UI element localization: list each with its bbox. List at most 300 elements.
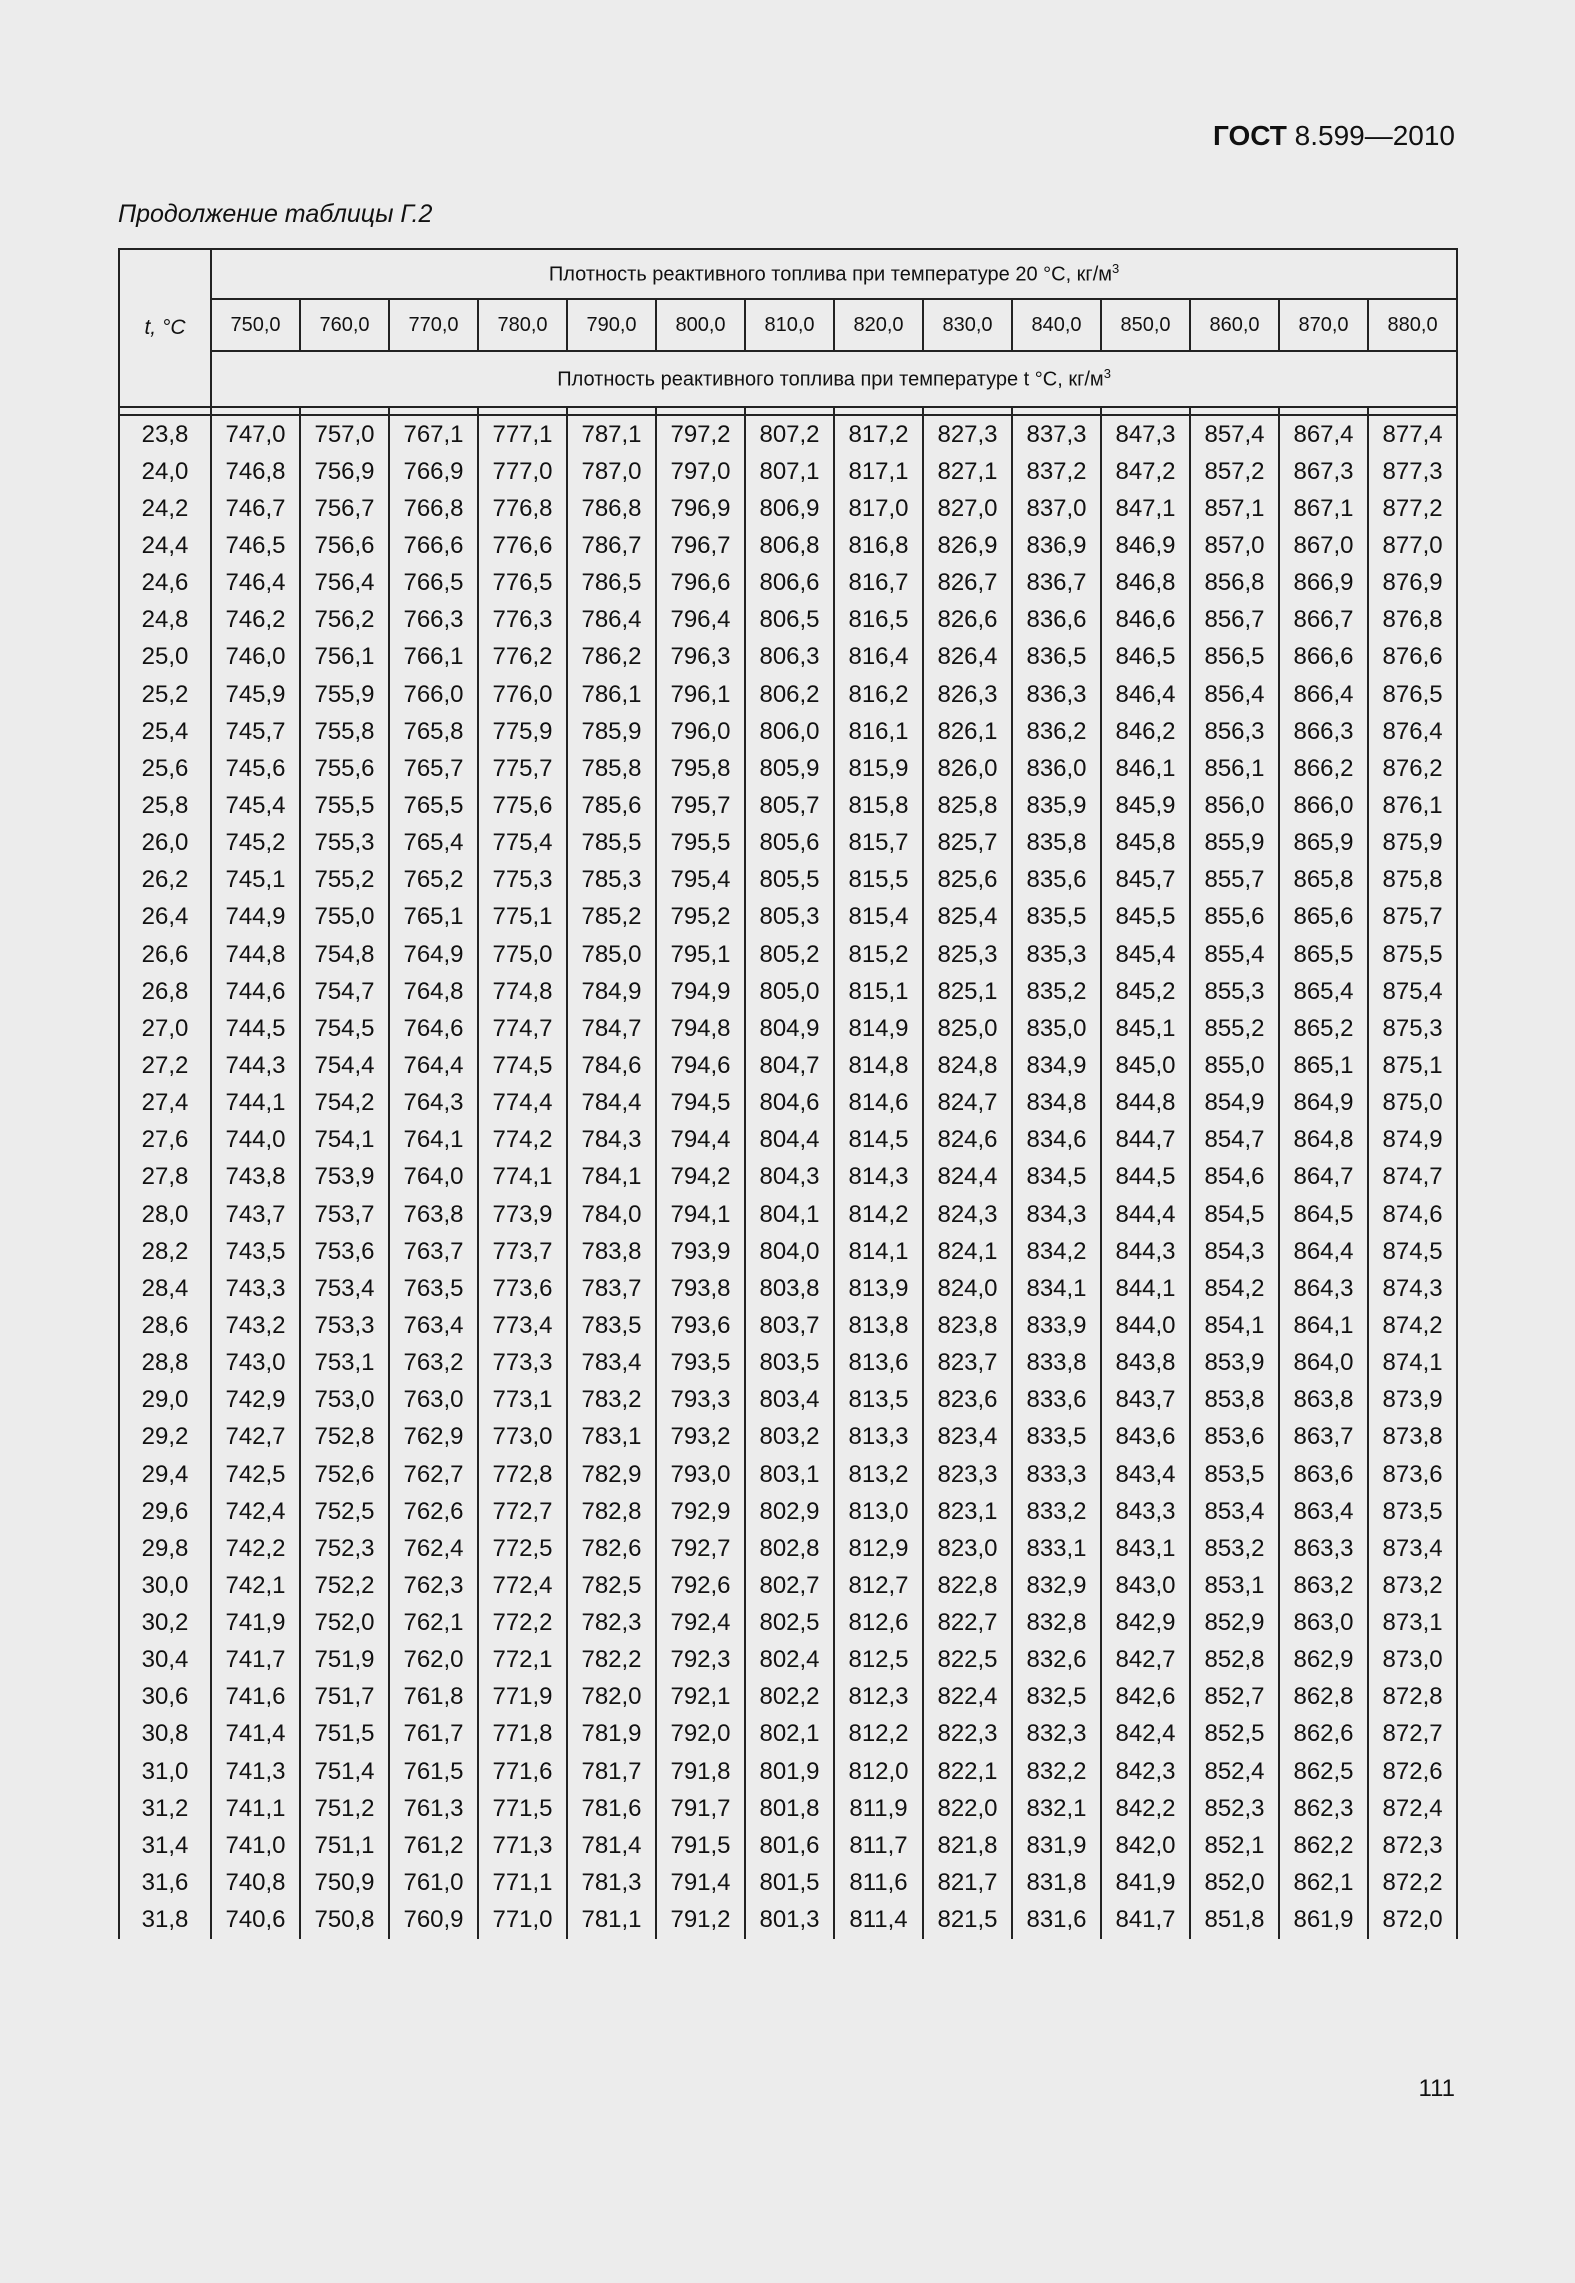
density-cell: 755,2 <box>300 862 389 899</box>
density-cell: 862,2 <box>1279 1827 1368 1864</box>
density-cell: 753,0 <box>300 1382 389 1419</box>
page-number: 111 <box>1418 2075 1455 2102</box>
density-cell: 834,6 <box>1012 1122 1101 1159</box>
density-cell: 745,1 <box>211 862 300 899</box>
density-cell: 865,2 <box>1279 1010 1368 1047</box>
density-cell: 853,8 <box>1190 1382 1279 1419</box>
density-cell: 794,8 <box>656 1010 745 1047</box>
density-cell: 796,6 <box>656 565 745 602</box>
density-cell: 864,9 <box>1279 1085 1368 1122</box>
density-cell: 845,2 <box>1101 973 1190 1010</box>
density-cell: 754,7 <box>300 973 389 1010</box>
table-row <box>119 1233 1457 1270</box>
density-cell: 873,8 <box>1368 1419 1457 1456</box>
density-cell: 806,9 <box>745 490 834 527</box>
density-cell: 794,6 <box>656 1047 745 1084</box>
density-column-header: 820,0 <box>834 299 923 351</box>
density-cell: 821,7 <box>923 1864 1012 1901</box>
density-cell: 854,1 <box>1190 1307 1279 1344</box>
density-cell: 845,7 <box>1101 862 1190 899</box>
density-cell: 836,2 <box>1012 713 1101 750</box>
temperature-cell: 28,2 <box>119 1233 211 1270</box>
density-cell: 844,5 <box>1101 1159 1190 1196</box>
density-cell: 744,3 <box>211 1047 300 1084</box>
density-cell: 741,3 <box>211 1753 300 1790</box>
density-cell: 744,8 <box>211 936 300 973</box>
density-cell: 765,7 <box>389 750 478 787</box>
density-cell: 813,9 <box>834 1270 923 1307</box>
density-cell: 756,2 <box>300 602 389 639</box>
density-cell: 743,7 <box>211 1196 300 1233</box>
density-cell: 791,4 <box>656 1864 745 1901</box>
density-cell: 863,2 <box>1279 1567 1368 1604</box>
density-cell: 795,4 <box>656 862 745 899</box>
density-cell: 835,9 <box>1012 787 1101 824</box>
density-cell: 843,1 <box>1101 1530 1190 1567</box>
table-row <box>119 1902 1457 1939</box>
density-cell: 765,8 <box>389 713 478 750</box>
density-cell: 787,0 <box>567 453 656 490</box>
density-cell: 814,3 <box>834 1159 923 1196</box>
density-cell: 773,7 <box>478 1233 567 1270</box>
density-columns-row <box>119 299 1457 351</box>
density-cell: 775,9 <box>478 713 567 750</box>
density-cell: 774,2 <box>478 1122 567 1159</box>
temperature-cell: 27,4 <box>119 1085 211 1122</box>
density-cell: 793,6 <box>656 1307 745 1344</box>
density-cell: 812,6 <box>834 1605 923 1642</box>
density-cell: 864,4 <box>1279 1233 1368 1270</box>
density-cell: 846,8 <box>1101 565 1190 602</box>
density-cell: 761,2 <box>389 1827 478 1864</box>
density-cell: 831,9 <box>1012 1827 1101 1864</box>
density-cell: 751,5 <box>300 1716 389 1753</box>
table-row <box>119 1679 1457 1716</box>
density-cell: 853,5 <box>1190 1456 1279 1493</box>
density-cell: 804,9 <box>745 1010 834 1047</box>
temperature-cell: 30,4 <box>119 1642 211 1679</box>
density-cell: 772,1 <box>478 1642 567 1679</box>
gap-cell <box>923 407 1012 415</box>
density-cell: 864,3 <box>1279 1270 1368 1307</box>
density-cell: 777,1 <box>478 415 567 453</box>
density-cell: 766,9 <box>389 453 478 490</box>
density-cell: 876,4 <box>1368 713 1457 750</box>
density-cell: 795,8 <box>656 750 745 787</box>
density-cell: 824,8 <box>923 1047 1012 1084</box>
density-cell: 761,7 <box>389 1716 478 1753</box>
density-cell: 783,4 <box>567 1345 656 1382</box>
density-cell: 803,7 <box>745 1307 834 1344</box>
density-cell: 855,3 <box>1190 973 1279 1010</box>
density-cell: 844,1 <box>1101 1270 1190 1307</box>
density-cell: 774,8 <box>478 973 567 1010</box>
density-cell: 825,6 <box>923 862 1012 899</box>
temperature-cell: 30,6 <box>119 1679 211 1716</box>
density-cell: 845,8 <box>1101 825 1190 862</box>
density-cell: 836,0 <box>1012 750 1101 787</box>
density-cell: 847,1 <box>1101 490 1190 527</box>
density-cell: 804,7 <box>745 1047 834 1084</box>
density-cell: 875,9 <box>1368 825 1457 862</box>
density-cell: 866,7 <box>1279 602 1368 639</box>
temperature-cell: 23,8 <box>119 415 211 453</box>
density-cell: 744,1 <box>211 1085 300 1122</box>
temperature-cell: 31,8 <box>119 1902 211 1939</box>
density-cell: 796,7 <box>656 527 745 564</box>
density-cell: 862,5 <box>1279 1753 1368 1790</box>
standard-number: 8.599—2010 <box>1294 120 1455 151</box>
gap-cell <box>1190 407 1279 415</box>
density-cell: 752,0 <box>300 1605 389 1642</box>
density-cell: 846,1 <box>1101 750 1190 787</box>
temperature-cell: 25,4 <box>119 713 211 750</box>
table-row <box>119 490 1457 527</box>
density-cell: 803,8 <box>745 1270 834 1307</box>
density-cell: 826,0 <box>923 750 1012 787</box>
density-cell: 817,0 <box>834 490 923 527</box>
density-cell: 877,0 <box>1368 527 1457 564</box>
density-cell: 865,8 <box>1279 862 1368 899</box>
standard-prefix: ГОСТ <box>1212 120 1287 151</box>
density-cell: 866,9 <box>1279 565 1368 602</box>
density-cell: 762,9 <box>389 1419 478 1456</box>
density-cell: 817,2 <box>834 415 923 453</box>
temperature-cell: 28,0 <box>119 1196 211 1233</box>
density-cell: 776,5 <box>478 565 567 602</box>
table-row <box>119 1716 1457 1753</box>
density-cell: 854,6 <box>1190 1159 1279 1196</box>
density-cell: 773,3 <box>478 1345 567 1382</box>
density-cell: 864,0 <box>1279 1345 1368 1382</box>
density-cell: 753,3 <box>300 1307 389 1344</box>
density-cell: 753,9 <box>300 1159 389 1196</box>
temperature-cell: 31,4 <box>119 1827 211 1864</box>
temperature-cell: 29,8 <box>119 1530 211 1567</box>
density-cell: 874,7 <box>1368 1159 1457 1196</box>
table-row <box>119 787 1457 824</box>
density-cell: 804,0 <box>745 1233 834 1270</box>
density-cell: 772,2 <box>478 1605 567 1642</box>
density-cell: 802,8 <box>745 1530 834 1567</box>
table-row <box>119 1345 1457 1382</box>
density-cell: 802,1 <box>745 1716 834 1753</box>
density-cell: 873,9 <box>1368 1382 1457 1419</box>
density-cell: 863,4 <box>1279 1493 1368 1530</box>
temperature-cell: 26,0 <box>119 825 211 862</box>
density-cell: 784,3 <box>567 1122 656 1159</box>
density-cell: 795,5 <box>656 825 745 862</box>
density-cell: 742,5 <box>211 1456 300 1493</box>
density-cell: 785,2 <box>567 899 656 936</box>
density-cell: 745,9 <box>211 676 300 713</box>
density-cell: 741,0 <box>211 1827 300 1864</box>
density-cell: 865,4 <box>1279 973 1368 1010</box>
density-cell: 852,5 <box>1190 1716 1279 1753</box>
density-cell: 772,4 <box>478 1567 567 1604</box>
table-row <box>119 1827 1457 1864</box>
density-cell: 832,8 <box>1012 1605 1101 1642</box>
temperature-cell: 30,0 <box>119 1567 211 1604</box>
top-header-sup: 3 <box>1112 261 1120 277</box>
density-cell: 772,5 <box>478 1530 567 1567</box>
density-cell: 865,9 <box>1279 825 1368 862</box>
density-cell: 823,6 <box>923 1382 1012 1419</box>
temperature-cell: 31,0 <box>119 1753 211 1790</box>
temperature-cell: 24,4 <box>119 527 211 564</box>
density-cell: 852,0 <box>1190 1864 1279 1901</box>
density-cell: 864,1 <box>1279 1307 1368 1344</box>
density-cell: 782,5 <box>567 1567 656 1604</box>
density-cell: 834,5 <box>1012 1159 1101 1196</box>
density-cell: 775,6 <box>478 787 567 824</box>
density-cell: 842,3 <box>1101 1753 1190 1790</box>
density-cell: 762,1 <box>389 1605 478 1642</box>
density-cell: 781,7 <box>567 1753 656 1790</box>
density-cell: 875,3 <box>1368 1010 1457 1047</box>
density-cell: 852,8 <box>1190 1642 1279 1679</box>
density-cell: 751,1 <box>300 1827 389 1864</box>
density-cell: 755,3 <box>300 825 389 862</box>
density-cell: 831,6 <box>1012 1902 1101 1939</box>
density-cell: 781,9 <box>567 1716 656 1753</box>
density-cell: 867,1 <box>1279 490 1368 527</box>
temperature-cell: 29,4 <box>119 1456 211 1493</box>
density-cell: 743,3 <box>211 1270 300 1307</box>
density-cell: 815,5 <box>834 862 923 899</box>
density-cell: 863,3 <box>1279 1530 1368 1567</box>
density-column-header: 810,0 <box>745 299 834 351</box>
density-cell: 872,6 <box>1368 1753 1457 1790</box>
density-cell: 824,7 <box>923 1085 1012 1122</box>
density-cell: 866,0 <box>1279 787 1368 824</box>
density-cell: 812,9 <box>834 1530 923 1567</box>
density-cell: 834,1 <box>1012 1270 1101 1307</box>
top-header-text: Плотность реактивного топлива при температуре 20 °С, кг/м <box>548 263 1113 286</box>
density-cell: 745,7 <box>211 713 300 750</box>
density-cell: 814,2 <box>834 1196 923 1233</box>
density-cell: 783,2 <box>567 1382 656 1419</box>
density-cell: 862,9 <box>1279 1642 1368 1679</box>
density-cell: 793,2 <box>656 1419 745 1456</box>
density-cell: 833,3 <box>1012 1456 1101 1493</box>
bottom-header-sup: 3 <box>1103 366 1111 382</box>
density-cell: 741,6 <box>211 1679 300 1716</box>
density-cell: 764,4 <box>389 1047 478 1084</box>
density-cell: 854,3 <box>1190 1233 1279 1270</box>
density-cell: 803,5 <box>745 1345 834 1382</box>
density-column-header: 790,0 <box>567 299 656 351</box>
density-cell: 761,3 <box>389 1790 478 1827</box>
density-cell: 824,3 <box>923 1196 1012 1233</box>
table-body <box>119 415 1457 1939</box>
temperature-cell: 26,2 <box>119 862 211 899</box>
density-cell: 787,1 <box>567 415 656 453</box>
density-cell: 755,6 <box>300 750 389 787</box>
density-cell: 781,6 <box>567 1790 656 1827</box>
density-cell: 816,8 <box>834 527 923 564</box>
density-cell: 805,0 <box>745 973 834 1010</box>
density-cell: 763,4 <box>389 1307 478 1344</box>
density-cell: 752,5 <box>300 1493 389 1530</box>
density-cell: 862,6 <box>1279 1716 1368 1753</box>
temperature-cell: 28,4 <box>119 1270 211 1307</box>
density-cell: 823,8 <box>923 1307 1012 1344</box>
density-cell: 814,1 <box>834 1233 923 1270</box>
table-row <box>119 825 1457 862</box>
temperature-cell: 30,2 <box>119 1605 211 1642</box>
density-cell: 771,5 <box>478 1790 567 1827</box>
density-cell: 875,8 <box>1368 862 1457 899</box>
density-cell: 802,2 <box>745 1679 834 1716</box>
table-row <box>119 1790 1457 1827</box>
density-cell: 842,2 <box>1101 1790 1190 1827</box>
table-row <box>119 565 1457 602</box>
density-cell: 812,2 <box>834 1716 923 1753</box>
temperature-cell: 24,8 <box>119 602 211 639</box>
density-cell: 766,3 <box>389 602 478 639</box>
density-cell: 812,5 <box>834 1642 923 1679</box>
density-cell: 827,1 <box>923 453 1012 490</box>
density-cell: 815,4 <box>834 899 923 936</box>
density-cell: 865,1 <box>1279 1047 1368 1084</box>
density-cell: 856,8 <box>1190 565 1279 602</box>
temperature-column-header: t, °С <box>119 249 211 407</box>
density-cell: 805,3 <box>745 899 834 936</box>
density-column-header: 850,0 <box>1101 299 1190 351</box>
gap-cell <box>389 407 478 415</box>
density-cell: 801,5 <box>745 1864 834 1901</box>
density-cell: 875,4 <box>1368 973 1457 1010</box>
temperature-cell: 26,8 <box>119 973 211 1010</box>
density-cell: 743,8 <box>211 1159 300 1196</box>
density-cell: 845,9 <box>1101 787 1190 824</box>
density-cell: 762,6 <box>389 1493 478 1530</box>
density-cell: 773,1 <box>478 1382 567 1419</box>
density-cell: 857,0 <box>1190 527 1279 564</box>
density-cell: 796,9 <box>656 490 745 527</box>
density-cell: 834,9 <box>1012 1047 1101 1084</box>
density-cell: 844,0 <box>1101 1307 1190 1344</box>
density-cell: 751,2 <box>300 1790 389 1827</box>
density-cell: 797,2 <box>656 415 745 453</box>
density-cell: 806,8 <box>745 527 834 564</box>
density-cell: 842,6 <box>1101 1679 1190 1716</box>
density-cell: 795,2 <box>656 899 745 936</box>
density-cell: 873,2 <box>1368 1567 1457 1604</box>
density-cell: 824,4 <box>923 1159 1012 1196</box>
density-cell: 821,8 <box>923 1827 1012 1864</box>
density-cell: 793,3 <box>656 1382 745 1419</box>
density-cell: 745,2 <box>211 825 300 862</box>
density-cell: 844,7 <box>1101 1122 1190 1159</box>
density-cell: 825,0 <box>923 1010 1012 1047</box>
density-cell: 805,2 <box>745 936 834 973</box>
gap-cell <box>656 407 745 415</box>
density-cell: 845,0 <box>1101 1047 1190 1084</box>
density-cell: 765,5 <box>389 787 478 824</box>
density-cell: 766,0 <box>389 676 478 713</box>
gap-cell <box>1012 407 1101 415</box>
density-cell: 776,6 <box>478 527 567 564</box>
density-cell: 826,6 <box>923 602 1012 639</box>
gap-cell <box>1101 407 1190 415</box>
density-cell: 802,9 <box>745 1493 834 1530</box>
table-row <box>119 1530 1457 1567</box>
temperature-cell: 31,6 <box>119 1864 211 1901</box>
density-cell: 845,4 <box>1101 936 1190 973</box>
table-row <box>119 415 1457 453</box>
table-row <box>119 1047 1457 1084</box>
density-cell: 874,2 <box>1368 1307 1457 1344</box>
density-cell: 783,7 <box>567 1270 656 1307</box>
density-cell: 825,7 <box>923 825 1012 862</box>
density-cell: 791,7 <box>656 1790 745 1827</box>
table-row <box>119 1864 1457 1901</box>
density-cell: 841,9 <box>1101 1864 1190 1901</box>
density-cell: 756,1 <box>300 639 389 676</box>
density-cell: 806,5 <box>745 602 834 639</box>
density-cell: 802,7 <box>745 1567 834 1604</box>
density-cell: 802,4 <box>745 1642 834 1679</box>
density-cell: 805,5 <box>745 862 834 899</box>
density-cell: 756,4 <box>300 565 389 602</box>
density-cell: 765,2 <box>389 862 478 899</box>
density-cell: 786,2 <box>567 639 656 676</box>
density-cell: 827,0 <box>923 490 1012 527</box>
density-cell: 811,7 <box>834 1827 923 1864</box>
gap-cell <box>478 407 567 415</box>
density-cell: 763,2 <box>389 1345 478 1382</box>
gap-cell <box>567 407 656 415</box>
temperature-cell: 25,0 <box>119 639 211 676</box>
density-cell: 784,9 <box>567 973 656 1010</box>
density-cell: 775,4 <box>478 825 567 862</box>
density-cell: 764,6 <box>389 1010 478 1047</box>
temperature-cell: 24,0 <box>119 453 211 490</box>
density-cell: 813,0 <box>834 1493 923 1530</box>
density-cell: 783,8 <box>567 1233 656 1270</box>
density-cell: 854,5 <box>1190 1196 1279 1233</box>
density-cell: 816,7 <box>834 565 923 602</box>
table-row <box>119 1196 1457 1233</box>
density-cell: 842,4 <box>1101 1716 1190 1753</box>
density-cell: 826,1 <box>923 713 1012 750</box>
table-row <box>119 936 1457 973</box>
table-row <box>119 1419 1457 1456</box>
density-cell: 824,6 <box>923 1122 1012 1159</box>
density-cell: 853,6 <box>1190 1419 1279 1456</box>
density-cell: 856,7 <box>1190 602 1279 639</box>
density-cell: 784,7 <box>567 1010 656 1047</box>
density-cell: 866,4 <box>1279 676 1368 713</box>
density-cell: 771,9 <box>478 1679 567 1716</box>
gap-cell <box>834 407 923 415</box>
density-cell: 826,9 <box>923 527 1012 564</box>
density-cell: 872,7 <box>1368 1716 1457 1753</box>
density-cell: 746,8 <box>211 453 300 490</box>
density-cell: 815,8 <box>834 787 923 824</box>
table-row <box>119 973 1457 1010</box>
density-cell: 824,0 <box>923 1270 1012 1307</box>
table-row <box>119 1642 1457 1679</box>
density-cell: 801,6 <box>745 1827 834 1864</box>
density-cell: 775,0 <box>478 936 567 973</box>
density-cell: 844,8 <box>1101 1085 1190 1122</box>
density-cell: 785,6 <box>567 787 656 824</box>
density-cell: 843,8 <box>1101 1345 1190 1382</box>
density-cell: 796,3 <box>656 639 745 676</box>
